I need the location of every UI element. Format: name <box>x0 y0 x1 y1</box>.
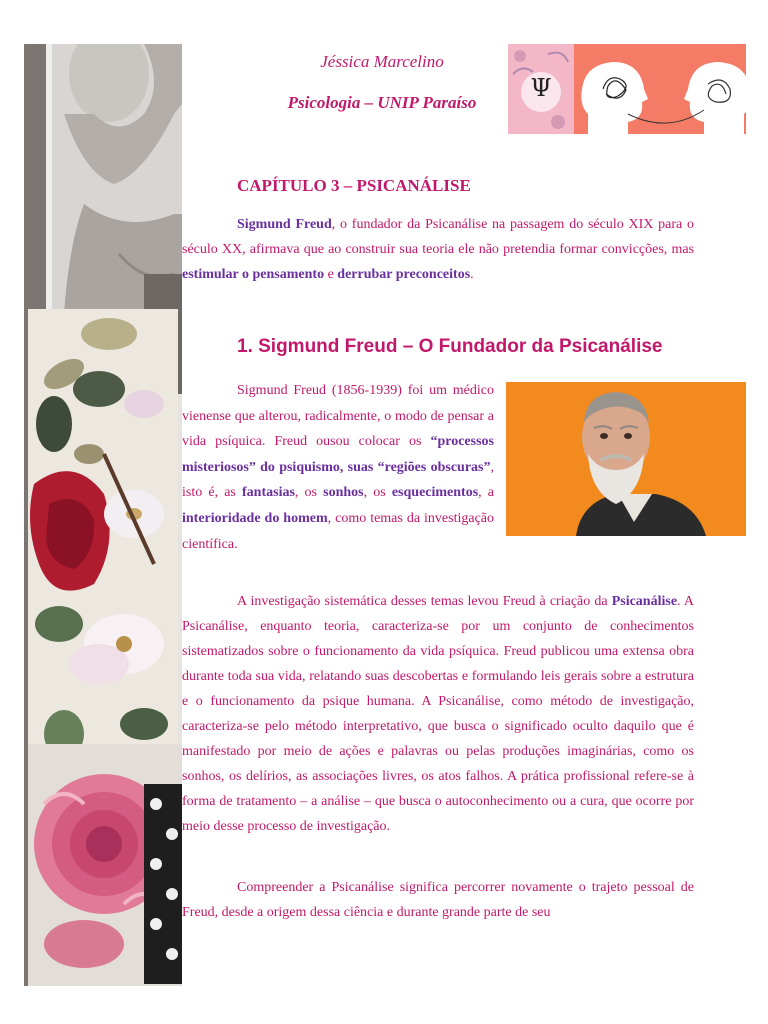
chapter-title: CAPÍTULO 3 – PSICANÁLISE <box>237 176 471 195</box>
freud-portrait-image <box>506 382 746 536</box>
freud-portrait-illustration <box>506 382 746 536</box>
p1-text: Sigmund Freud (1856-1939) foi um médico vienense que alterou, radicalmente, o modo de pensar a vida psíquica. Freud ousou colocar os <box>182 383 494 450</box>
highlight-psychoanalysis: Psicanálise <box>611 594 678 609</box>
highlight-fantasies: fantasias <box>242 485 295 501</box>
section-title: 1. Sigmund Freud – O Fundador da Psicanálise <box>237 336 663 357</box>
intro-text: e <box>324 267 338 282</box>
section-paragraph-3 <box>182 875 694 925</box>
highlight-forgetting: esquecimentos <box>391 485 479 501</box>
psychology-banner-image <box>508 44 746 134</box>
p1-text: , como temas da investigação científica. <box>182 510 494 552</box>
section-paragraph-1-text <box>182 378 494 557</box>
author-name: Jéssica Marcelino <box>320 52 444 71</box>
course-name: Psicologia – UNIP Paraíso <box>287 93 477 112</box>
highlight-interiority: interioridade do homem <box>182 510 328 526</box>
p2-text: A investigação sistemática desses temas levou Freud à criação da <box>237 594 612 609</box>
p1-text: , a <box>478 485 495 501</box>
collage-illustration <box>24 44 182 986</box>
p1-text: , isto é, as <box>182 459 494 501</box>
psi-symbol-icon: Ψ <box>530 74 552 102</box>
p1-text: , os <box>363 485 392 501</box>
intro-paragraph <box>182 212 694 287</box>
freud-name-highlight: Sigmund Freud <box>237 217 332 232</box>
p1-text: , os <box>294 485 324 501</box>
intro-text: , o fundador da Psicanálise na passagem do século XIX para o século XX, afirmava que ao construir sua teoria ele não pretendia formar convicções, mas <box>182 217 694 257</box>
highlight-mysterious-processes: “processos misteriosos” do psiquismo, suas “regiões obscuras” <box>182 434 494 475</box>
highlight-dreams: sonhos <box>323 485 364 501</box>
highlight-break-prejudices: derrubar preconceitos <box>337 267 471 282</box>
p2-text: . A Psicanálise, enquanto teoria, caracteriza-se por um conjunto de conhecimentos sistematizados sobre o funcionamento da vida psíquica. Freud publicou uma extensa obra durante toda sua vida, relatando suas descobertas e formulando leis gerais sobre a estrutura e o funcionamento da psique humana. A Psicanálise, como método de investigação, caracteriza-se pelo método interpretativo, que busca o significado oculto daquilo que é manifestado por meio de ações e palavras ou pelas produções imaginárias, como os sonhos, os delírios, as associações livres, os atos falhos. A prática profissional refere-se à forma de tratamento – a análise – que busca o autoconhecimento ou a cura, que ocorre por meio desse processo de investigação. <box>182 594 694 834</box>
decorative-collage-image <box>24 44 182 986</box>
intro-text: . <box>470 267 474 282</box>
section-paragraph-2 <box>182 589 694 839</box>
highlight-stimulate-thinking: estimular o pensamento <box>182 267 325 282</box>
p3-text: Compreender a Psicanálise significa percorrer novamente o trajeto pessoal de Freud, desde a origem dessa ciência e durante grande parte de seu <box>182 880 694 920</box>
